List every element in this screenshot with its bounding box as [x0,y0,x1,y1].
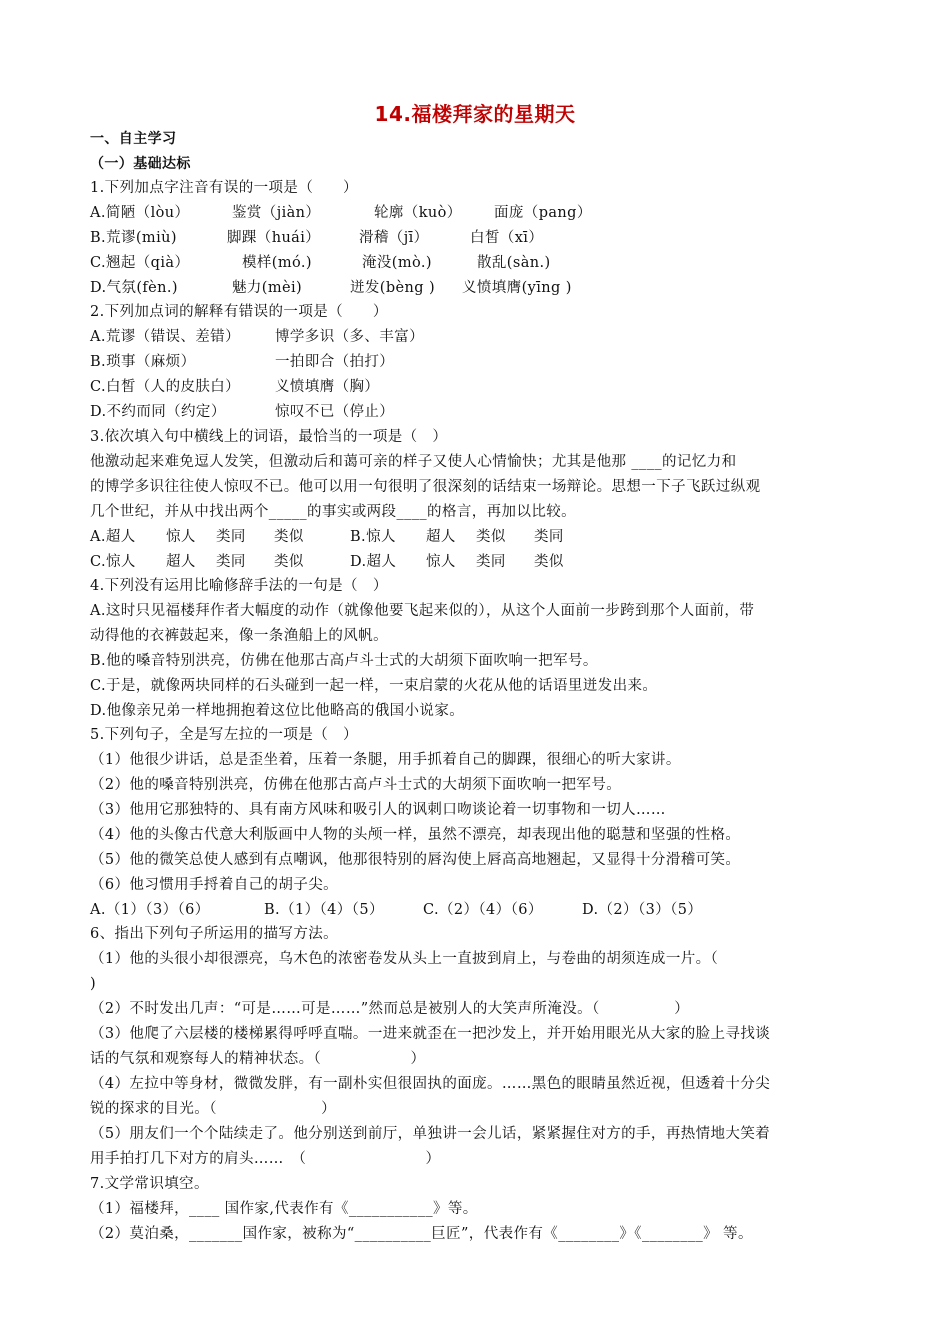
option-item: 鉴赏（jiàn） [232,205,321,221]
q4-option-b: B.他的嗓音特别洪亮，仿佛在他那古高卢斗士式的大胡须下面吹响一把军号。 [90,653,598,669]
q2-option-d [90,402,394,422]
option-item: 惊人 [166,529,196,545]
q5-item: （2）他的嗓音特别洪亮，仿佛在他那古高卢斗士式的大胡须下面吹响一把军号。 [90,777,622,793]
option-item: 超人 [426,529,456,545]
q1-option-a [90,203,592,223]
q2-option-c [90,377,379,397]
q3-passage-line: 几个世纪，并从中找出两个_____的事实或两段____的格言，再加以比较。 [90,504,577,520]
q6-line: 话的气氛和观察每人的精神状态。（ ） [90,1051,426,1067]
q2-stem: 2.下列加点词的解释有错误的一项是（ ） [90,304,388,320]
option-item: B.（1）（4）（5） [264,902,384,918]
subsection-heading: （一）基础达标 [90,156,191,172]
q2-option-b [90,352,394,372]
option-item: C.惊人 [90,554,136,570]
option-item: 迸发(bèng ) [350,280,436,296]
q1-stem: 1.下列加点字注音有误的一项是（ ） [90,180,358,196]
q3-passage-line: 的博学多识往往使人惊叹不已。他可以用一句很明了很深刻的话结束一场辩论。思想一下子飞跃过纵观 [90,479,761,495]
option-item: 类似 [534,554,564,570]
q3-options-row [90,552,564,572]
q6-line: 锐的探求的目光。（ ） [90,1101,337,1117]
q7-stem: 7.文学常识填空。 [90,1176,209,1192]
q5-item: （5）他的微笑总使人感到有点嘲讽，他那很特别的唇沟使上唇高高地翘起，又显得十分滑稽可笑。 [90,852,741,868]
q4-option-d: D.他像亲兄弟一样地拥抱着这位比他略高的俄国小说家。 [90,703,465,719]
q6-line: ) [90,976,97,992]
q6-line: （3）他爬了六层楼的楼梯累得呼呼直喘。一进来就歪在一把沙发上，并开始用眼光从大家的脸上寻找谈 [90,1026,771,1042]
option-item: A.超人 [90,529,136,545]
q1-option-d [90,278,572,298]
option-item: 魅力(mèi) [232,280,303,296]
option-item: 类同 [216,554,246,570]
option-item: 白皙（xī） [470,230,544,246]
q4-option-c: C.于是，就像两块同样的石头碰到一起一样，一束启蒙的火花从他的话语里迸发出来。 [90,678,658,694]
option-item: 轮廓（kuò） [374,205,462,221]
q5-item: （3）他用它那独特的、具有南方风味和吸引人的讽刺口吻谈论着一切事物和一切人…… [90,802,666,818]
option-item: 类似 [476,529,506,545]
q6-line: （1）他的头很小却很漂亮，乌木色的浓密卷发从头上一直披到肩上，与卷曲的胡须连成一片。（ [90,951,719,967]
q7-line: （1）福楼拜，____ 国作家,代表作有《___________》等。 [90,1201,478,1217]
option-item: D.（2）（3）（5） [582,902,703,918]
q4-stem: 4.下列没有运用比喻修辞手法的一句是（ ） [90,578,388,594]
document-title: 14.福楼拜家的星期天 [374,102,576,126]
section-heading: 一、自主学习 [90,131,177,147]
q6-line: （4）左拉中等身材，微微发胖，有一副朴实但很固执的面庞。……黑色的眼睛虽然近视，但透着十分尖 [90,1076,771,1092]
q6-stem: 6、指出下列句子所运用的描写方法。 [90,926,339,942]
q1-option-c [90,253,551,273]
q5-item: （6）他习惯用手捋着自己的胡子尖。 [90,877,339,893]
q4-option-a: A.这时只见福楼拜作者大幅度的动作（就像他要飞起来似的），从这个人面前一步跨到那个人面前，带 [90,603,755,619]
q3-options-row [90,527,564,547]
option-item: 散乱(sàn.) [477,255,551,271]
option-item: C.白皙（人的皮肤白） [90,379,241,395]
option-item: D.超人 [350,554,397,570]
option-item: 淹没(mò.) [362,255,432,271]
option-item: 脚踝（huái） [227,230,321,246]
option-item: A.荒谬（错误、差错） [90,329,240,345]
option-item: 类似 [274,554,304,570]
option-item: A.简陋（lòu） [90,205,190,221]
q5-stem: 5.下列句子，全是写左拉的一项是（ ） [90,727,358,743]
option-item: 模样(mó.) [242,255,312,271]
option-item: A.（1）（3）（6） [90,902,210,918]
q5-item: （4）他的头像古代意大利版画中人物的头颅一样，虽然不漂亮，却表现出他的聪慧和坚强的性格。 [90,827,741,843]
q6-line: （2）不时发出几声：“可是……可是……”然而总是被别人的大笑声所淹没。（ ） [90,1001,690,1017]
option-item: 惊叹不已（停止） [275,404,395,420]
q3-stem: 3.依次填入句中横线上的词语，最恰当的一项是（ ） [90,429,448,445]
option-item: B.荒谬(miù) [90,230,177,246]
q2-option-a [90,327,424,347]
option-item: 义愤填膺(yīng ) [462,280,572,296]
option-item: 一拍即合（拍打） [275,354,395,370]
q6-line: （5）朋友们一个个陆续走了。他分别送到前厅，单独讲一会儿话，紧紧握住对方的手，再热情地大笑着 [90,1126,771,1142]
option-item: C.（2）（4）（6） [423,902,543,918]
option-item: 类同 [476,554,506,570]
option-item: 博学多识（多、丰富） [275,329,424,345]
option-item: 超人 [166,554,196,570]
option-item: 类同 [534,529,564,545]
option-item: D.气氛(fèn.) [90,280,178,296]
option-item: C.翘起（qià） [90,255,190,271]
option-item: 面庞（pang） [494,205,592,221]
option-item: 义愤填膺（胸） [275,379,380,395]
option-item: D.不约而同（约定） [90,404,226,420]
q3-passage-line: 他激动起来难免逗人发笑，但激动后和蔼可亲的样子又使人心情愉快；尤其是他那 ____的记忆力和 [90,454,737,470]
q1-option-b [90,228,543,248]
q4-option-a-cont: 动得他的衣裤鼓起来，像一条渔船上的风帆。 [90,628,388,644]
option-item: B.惊人 [350,529,396,545]
q6-line: 用手拍打几下对方的肩头…… （ ） [90,1151,441,1167]
option-item: B.琐事（麻烦） [90,354,196,370]
q7-line: （2）莫泊桑，_______国作家，被称为“__________巨匠”，代表作有《________》《________》 等。 [90,1226,753,1242]
option-item: 惊人 [426,554,456,570]
option-item: 滑稽（jī） [359,230,429,246]
q5-item: （1）他很少讲话，总是歪坐着，压着一条腿，用手抓着自己的脚踝，很细心的听大家讲。 [90,752,681,768]
option-item: 类同 [216,529,246,545]
option-item: 类似 [274,529,304,545]
q5-options-row [90,900,702,920]
